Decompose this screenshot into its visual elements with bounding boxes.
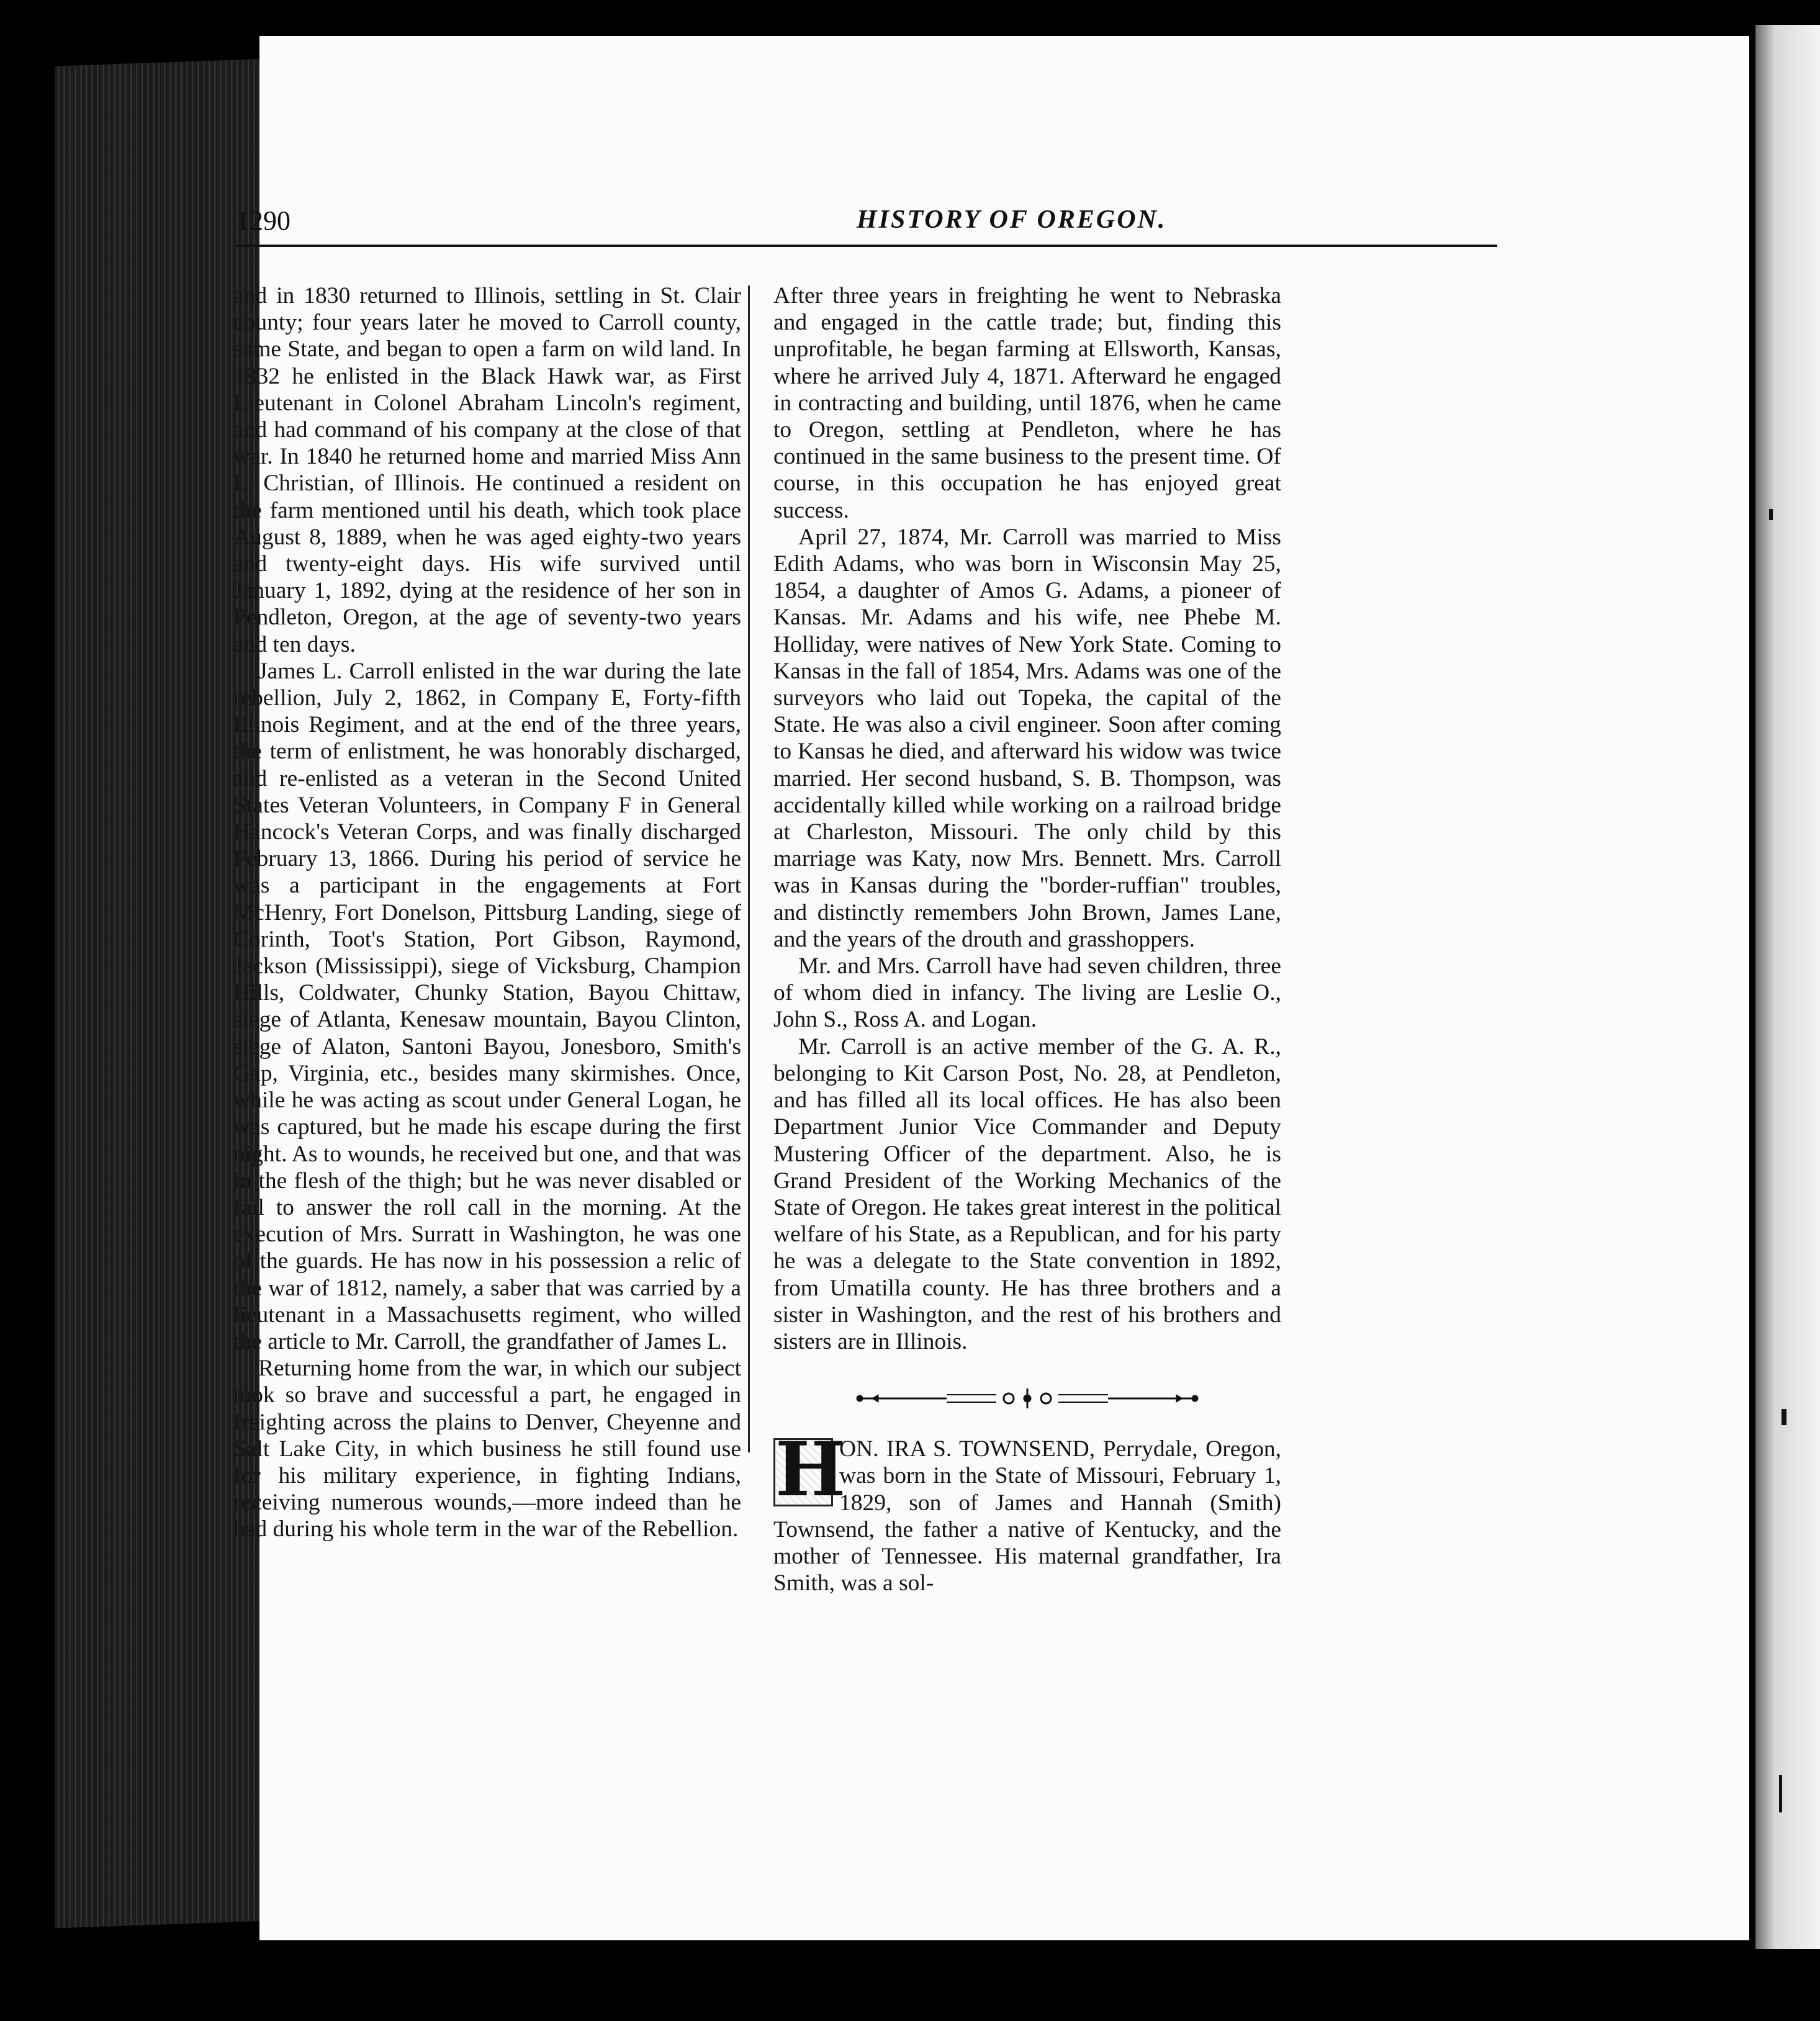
townsend-biography — [773, 1426, 1281, 1596]
left-paragraph-3: Returning home from the war, in which our subject took so brave and successful a part, he engaged in freighting across the plains to Denver, Cheyenne and Salt Lake City, in which business he still found use for his military experience, in fighting Indians, receiving numerous wounds,—more indeed than he had during his whole term in the war of the Rebellion. — [233, 1356, 741, 1542]
margin-speck — [1782, 1409, 1786, 1425]
left-paragraph-1: and in 1830 returned to Illinois, settling in St. Clair county; four years later he moved to Carroll county, same State, and began to open a farm on wild land. In 1832 he enlisted in the Black Hawk war, as First Lieutenant in Colonel Abraham Lincoln's regiment, and had command of his company at the close of that war. In 1840 he returned home and married Miss Ann L. Christian, of Illinois. He continued a resident on the farm mentioned until his death, which took place August 8, 1889, when he was aged eighty-two years and twenty-eight days. His wife survived until January 1, 1892, dying at the residence of her son in Pendleton, Oregon, at the age of seventy-two years and ten days. — [233, 283, 741, 657]
column-divider — [748, 286, 750, 1452]
page-header — [236, 205, 1477, 254]
right-paragraph-4: Mr. Carroll is an active member of the G. A. R., belonging to Kit Carson Post, No. 28, at Pendleton, and has filled all its local offices. He has also been Department Junior Vice Commander and Deputy Mustering Officer of the department. Also, he is Grand President of the Working Mechanics of the State of Oregon. He takes great interest in the political welfare of his State, as a Republican, and for his party he was a delegate to the State convention in 1892, from Umatilla county. He has three brothers and a sister in Washington, and the rest of his brothers and sisters are in Illinois. — [773, 1033, 1281, 1354]
margin-speck — [1779, 1775, 1782, 1812]
right-paragraph-2: April 27, 1874, Mr. Carroll was married to Miss Edith Adams, who was born in Wisconsin May 25, 1854, a daughter of Amos G. Adams, a pioneer of Kansas. Mr. Adams and his wife, nee Phebe M. Holliday, were natives of New York State. Coming to Kansas in the fall of 1854, Mrs. Adams was one of the surveyors who laid out Topeka, the capital of the State. He was also a civil engineer. Soon after coming to Kansas he died, and afterward his widow was twice married. Her second husband, S. B. Thompson, was accidentally killed while working on a railroad bridge at Charleston, Missouri. The only child by this marriage was Katy, now Mrs. Bennett. Mrs. Carroll was in Kansas during the "border-ruffian" troubles, and distinctly remembers John Brown, James Lane, and the years of the drouth and grasshoppers. — [773, 524, 1281, 952]
right-paragraph-3: Mr. and Mrs. Carroll have had seven children, three of whom died in infancy. The living are Leslie O., John S., Ross A. and Logan. — [773, 953, 1281, 1033]
left-paragraph-2: James L. Carroll enlisted in the war during the late rebellion, July 2, 1862, in Company E, Forty-fifth Illinois Regiment, and at the end of the three years, the term of enlistment, he was honorably discharged, and re-enlisted as a veteran in the Second United States Veteran Volunteers, in Company F in General Hancock's Veteran Corps, and was finally discharged February 13, 1866. During his period of service he was a participant in the engagements at Fort McHenry, Fort Donelson, Pittsburg Landing, siege of Corinth, Toot's Station, Port Gibson, Raymond, Jackson (Mississippi), siege of Vicksburg, Champion Hills, Coldwater, Chunky Station, Bayou Chittaw, siege of Atlanta, Kenesaw mountain, Bayou Clinton, siege of Alaton, Santoni Bayou, Jonesboro, Smith's Gap, Virginia, etc., besides many skirmishes. Once, while he was acting as scout under General Logan, he was captured, but he made his escape during the first night. As to wounds, he received but one, and that was in the flesh of the thigh; but he was never disabled or fail to answer the roll call in the morning. At the execution of Mrs. Surratt in Washington, he was one of the guards. He has now in his possession a relic of the war of 1812, namely, a saber that was carried by a lieutenant in a Massachusetts regiment, who willed the article to Mr. Carroll, the grandfather of James L. — [233, 658, 741, 1354]
header-rule — [236, 245, 1497, 247]
drop-cap-letter: H — [773, 1438, 833, 1506]
facing-page-edge — [1755, 25, 1820, 1949]
margin-speck — [1769, 509, 1773, 520]
left-column — [233, 282, 741, 1543]
running-title: HISTORY OF OREGON. — [857, 205, 1167, 234]
right-paragraph-1: After three years in freighting he went to Nebraska and engaged in the cattle trade; but, finding this unprofitable, he began farming at Ellsworth, Kansas, where he arrived July 4, 1871. Afterward he engaged in contracting and building, until 1876, when he came to Oregon, settling at Pendleton, where he has continued in the same business to the present time. Of course, in this occupation he has enjoyed great success. — [773, 283, 1281, 523]
section-divider-ornament — [854, 1386, 1201, 1411]
right-paragraph-5: ON. IRA S. TOWNSEND, Perrydale, Oregon, was born in the State of Missouri, February 1, 1829, son of James and Hannah (Smith) Townsend, the father a native of Kentucky, and the mother of Tennessee. His maternal grandfather, Ira Smith, was a sol- — [773, 1436, 1281, 1596]
page-number: 1290 — [236, 205, 291, 236]
right-column — [773, 282, 1281, 1596]
